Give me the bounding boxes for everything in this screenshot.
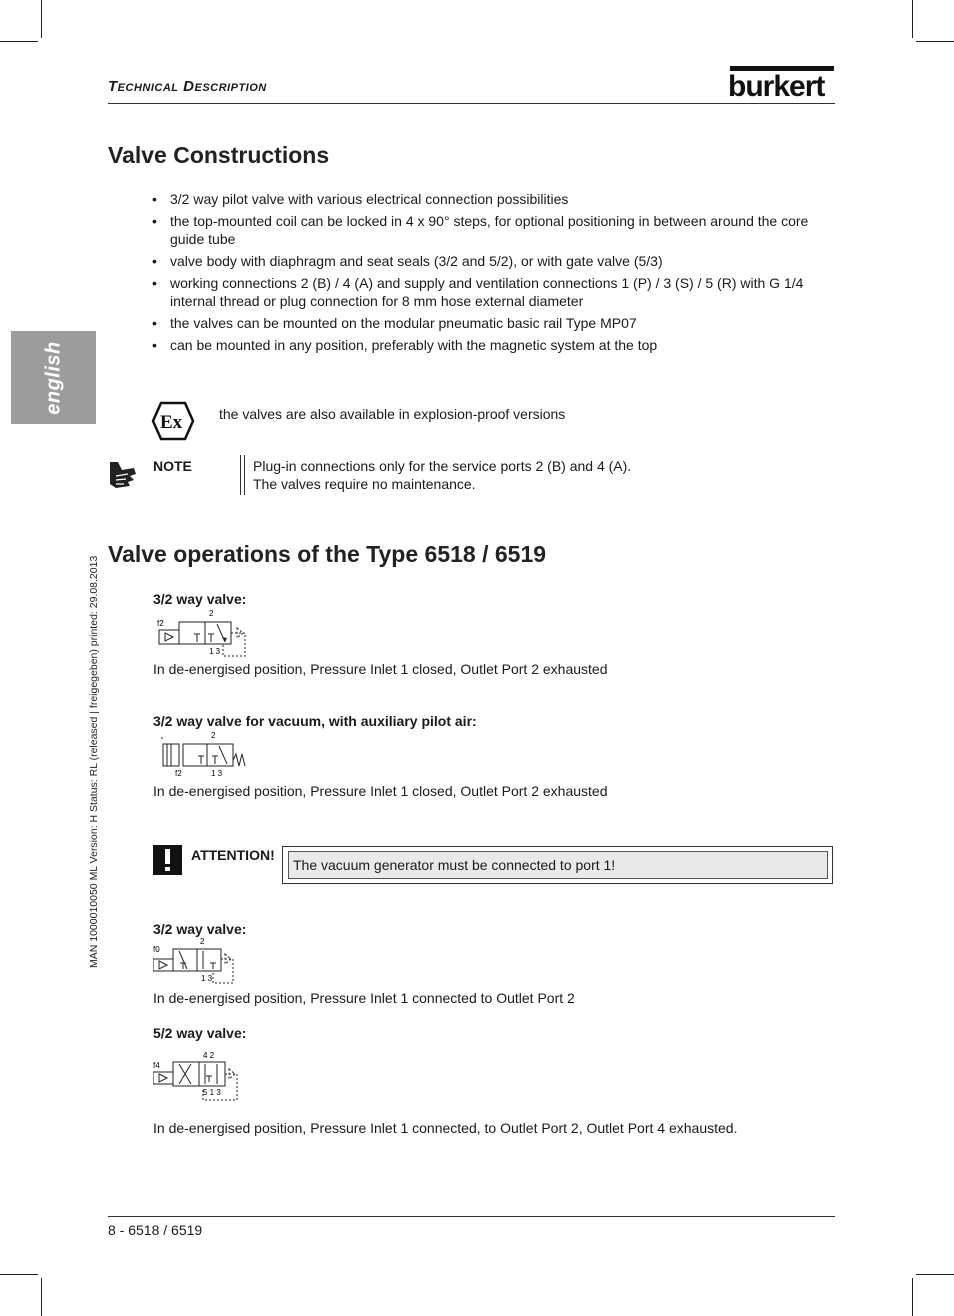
document-meta: MAN 1000010050 ML Version: H Status: RL (released | freigegeben) printed: 29.08.2013 xyxy=(88,555,100,968)
section-heading-constructions: Valve Constructions xyxy=(108,142,330,168)
valve-title: 3/2 way valve: xyxy=(153,591,247,607)
valve-symbol-3-2-vacuum xyxy=(153,730,253,778)
note-label: NOTE xyxy=(153,458,192,474)
explosion-proof-icon xyxy=(151,401,195,441)
port-label-top: 4 2 xyxy=(203,1051,215,1060)
crop-mark xyxy=(912,1278,913,1316)
warning-icon xyxy=(153,845,182,875)
list-item: • 3/2 way pilot valve with various electrical connection possibilities xyxy=(150,190,830,208)
valve-title: 5/2 way valve: xyxy=(153,1025,247,1041)
crop-mark xyxy=(41,1278,42,1316)
port-label-bottom: 1 3 xyxy=(209,647,221,656)
svg-text:burkert: burkert xyxy=(728,70,825,98)
pilot-label: f2 xyxy=(175,769,182,778)
valve-caption: In de-energised position, Pressure Inlet 1 connected, to Outlet Port 2, Outlet Port 4 exhausted. xyxy=(153,1120,738,1136)
list-item: • valve body with diaphragm and seat seals (3/2 and 5/2), or with gate valve (5/3) xyxy=(150,252,830,270)
valve-caption: In de-energised position, Pressure Inlet 1 connected to Outlet Port 2 xyxy=(153,990,575,1006)
language-tab xyxy=(11,331,96,424)
crop-mark xyxy=(916,41,954,42)
page-number: 8 - 6518 / 6519 xyxy=(108,1222,203,1238)
list-item: • the valves can be mounted on the modular pneumatic basic rail Type MP07 xyxy=(150,314,830,332)
language-tab-label: english xyxy=(42,340,64,415)
footer-rule xyxy=(108,1216,835,1217)
valve-symbol-5-2 xyxy=(153,1050,245,1102)
ex-text: the valves are also available in explosion-proof versions xyxy=(219,406,566,422)
list-item: • can be mounted in any position, preferably with the magnetic system at the top xyxy=(150,336,830,354)
crop-mark xyxy=(41,0,42,38)
port-label-bottom: 5 1 3 xyxy=(203,1088,221,1097)
port-label-bottom: 1 3 xyxy=(201,974,213,983)
header-title: Technical Description xyxy=(108,78,267,95)
valve-title: 3/2 way valve: xyxy=(153,921,247,937)
pilot-label: f0 xyxy=(153,945,160,954)
note-line: The valves require no maintenance. xyxy=(253,476,476,492)
attention-label: ATTENTION! xyxy=(191,847,275,863)
pilot-label: f2 xyxy=(157,619,164,628)
valve-symbol-3-2 xyxy=(153,608,253,660)
crop-mark xyxy=(916,1274,954,1275)
list-item: • working connections 2 (B) / 4 (A) and supply and ventilation connections 1 (P) / 3 (S) / 5 (R) with G 1/4 internal thread or plug connection for 8 mm hose external diameter xyxy=(150,274,830,310)
section-heading-operations: Valve operations of the Type 6518 / 6519 xyxy=(108,541,547,567)
valve-symbol-3-2-open xyxy=(153,937,243,987)
note-divider xyxy=(240,455,241,495)
list-item: • the top-mounted coil can be locked in 4 x 90° steps, for optional positioning in between around the core guide tube xyxy=(150,212,830,248)
note-line: Plug-in connections only for the service ports 2 (B) and 4 (A). xyxy=(253,458,632,474)
valve-title: 3/2 way valve for vacuum, with auxiliary pilot air: xyxy=(153,713,477,729)
crop-mark xyxy=(912,0,913,38)
constructions-list xyxy=(150,190,830,358)
header-rule xyxy=(108,103,835,104)
port-label-top: 2 xyxy=(209,609,214,618)
crop-mark xyxy=(0,41,38,42)
svg-text:Ex: Ex xyxy=(160,412,183,433)
port-label-top: 2 xyxy=(211,731,216,740)
port-label-top: 2 xyxy=(200,937,205,946)
burkert-logo xyxy=(728,66,836,98)
pilot-label: f4 xyxy=(153,1061,160,1070)
port-label-bottom: 1 3 xyxy=(211,769,223,778)
note-divider xyxy=(244,455,245,495)
valve-caption: In de-energised position, Pressure Inlet 1 closed, Outlet Port 2 exhausted xyxy=(153,661,608,677)
crop-mark xyxy=(0,1274,38,1275)
note-hand-icon xyxy=(108,458,138,492)
attention-text: The vacuum generator must be connected to port 1! xyxy=(288,851,828,879)
valve-caption: In de-energised position, Pressure Inlet 1 closed, Outlet Port 2 exhausted xyxy=(153,783,608,799)
